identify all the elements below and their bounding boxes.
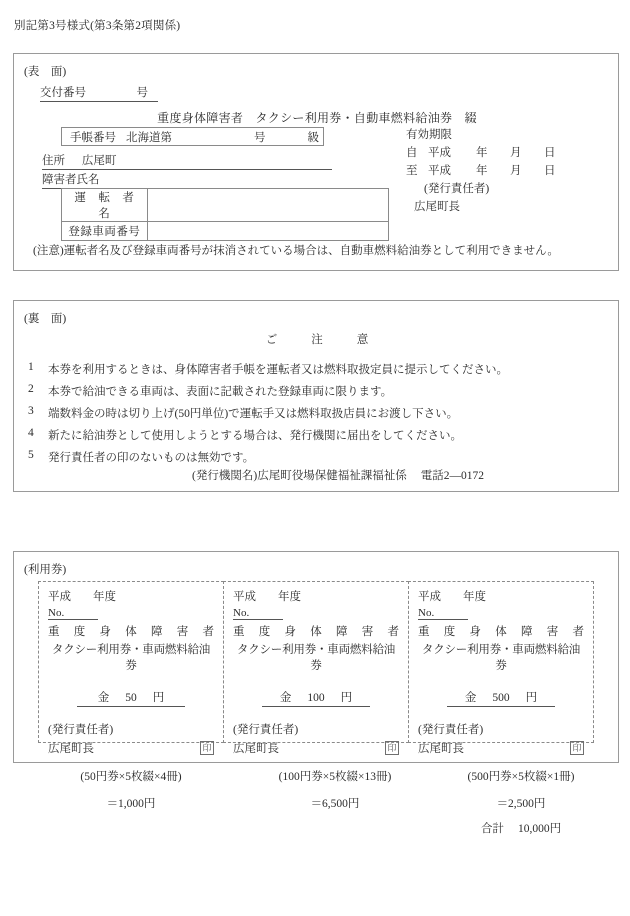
coupon-title-char-4: 体 [310,626,322,638]
list-item [28,449,608,465]
note-text: 発行責任者の印のないものは無効です。 [48,452,255,464]
coupon-era: 平成 [418,591,441,603]
person-name-label: 障害者氏名 [42,174,100,186]
validity-period-block [406,126,556,216]
coupon-amount-row [233,689,399,707]
seal-stamp-icon: 印 [385,741,399,755]
validity-to-era: 平成 [428,165,451,177]
coupon-subtitle: タクシー利用券・車両燃料給油券 [51,644,211,672]
note-text: 新たに給油券として使用しようとする場合は、発行機関に届出をしてください。 [48,430,462,442]
note-number: 3 [28,405,34,417]
validity-to-day-unit: 日 [544,165,556,177]
seal-stamp-icon: 印 [570,741,584,755]
coupon-amount-prefix: 金 [97,692,110,704]
back-notes-list [28,361,608,471]
notebook-number-label: 手帳番号 [70,131,116,144]
coupon-amount-suffix: 円 [152,692,165,704]
back-heading-char-1: ご [265,334,278,346]
coupon-issuer-label: (発行責任者) [48,724,114,736]
summary-formula: (500円券×5枚綴×1冊) [467,771,575,783]
issue-number-unit: 号 [136,87,148,99]
notebook-prefecture-label: 北海道第 [126,131,172,144]
validity-to-year-unit: 年 [476,165,488,177]
validity-to-row[interactable] [406,162,556,180]
coupon-issuer-name: 広尾町長 [48,743,94,755]
table-row [62,189,389,222]
list-item [28,361,608,377]
document-title: 別記第3号様式(第3条第2項関係) [14,20,181,32]
coupon-title-char-7: 者 [387,626,399,638]
list-item [28,383,608,399]
coupon-issuer-row [48,740,214,756]
back-face-label: (裏 面) [24,313,67,325]
coupon-title-char-2: 度 [73,626,86,638]
validity-from-era: 平成 [428,147,451,159]
coupon-nendo: 年度 [463,591,486,603]
coupon-amount-field [262,689,370,707]
person-name-field[interactable] [42,171,332,189]
coupon-row [38,581,596,755]
coupon-title-primary [233,623,399,639]
coupon-title-char-5: 障 [336,626,348,638]
summary-column-50yen [31,768,231,822]
validity-from-day-unit: 日 [544,147,556,159]
note-text: 端数料金の時は切り上げ(50円単位)で運転手又は燃料取扱店員にお渡し下さい。 [48,408,459,420]
coupon-subtitle: タクシー利用券・車両燃料給油券 [236,644,396,672]
note-number: 4 [28,427,34,439]
coupon-title-char-5: 障 [521,626,533,638]
coupon-amount-field [77,689,185,707]
summary-formula: (50円券×5枚綴×4冊) [80,771,182,783]
coupon-year-row [418,588,584,604]
back-heading [14,331,620,347]
coupon-title-char-6: 害 [361,626,374,638]
note-number: 2 [28,383,34,395]
coupon-year-row [233,588,399,604]
coupon-title-char-1: 重 [418,626,430,638]
validity-from-marker: 自 [406,147,418,159]
back-issuer-name: (発行機関名)広尾町役場保健福祉課福祉係 [192,470,407,482]
ticket-section-label: (利用券) [24,564,67,576]
coupon-amount-suffix: 円 [340,692,353,704]
note-number: 1 [28,361,34,373]
vehicle-number-input[interactable] [147,222,388,241]
coupon-nendo: 年度 [93,591,116,603]
coupon-era: 平成 [48,591,71,603]
front-caution-note: (注意)運転者名及び登録車両番号が抹消されている場合は、自動車燃料給油券として利用できません。 [33,245,559,257]
coupon-issuer-label: (発行責任者) [233,724,299,736]
coupon-issuer-label: (発行責任者) [418,724,484,736]
seal-stamp-icon: 印 [200,741,214,755]
coupon-amount-row [418,689,584,707]
driver-name-label: 運 転 者 名 [62,189,148,222]
coupon-no-field[interactable]: No. [48,607,98,620]
coupon-amount-value: 100 [307,692,325,704]
coupon-issuer-row [418,740,584,756]
address-value: 広尾町 [81,155,117,167]
coupon-year-row [48,588,214,604]
validity-from-year-unit: 年 [476,147,488,159]
grand-total-value: 10,000円 [517,823,562,835]
coupon-issuer-name: 広尾町長 [233,743,279,755]
validity-title: 有効期限 [406,129,452,141]
list-item [28,427,608,443]
back-face-section [13,300,619,492]
back-heading-char-3: 意 [356,334,369,346]
coupon-amount-row [48,689,214,707]
validity-to-month-unit: 月 [510,165,522,177]
coupon-title-char-5: 障 [151,626,163,638]
driver-name-input[interactable] [147,189,388,222]
coupon-title-char-3: 身 [469,626,481,638]
coupon-title-char-6: 害 [546,626,559,638]
list-item [28,405,608,421]
coupon-title-char-7: 者 [202,626,214,638]
summary-formula: (100円券×5枚綴×13冊) [278,771,392,783]
front-issuer-name: 広尾町長 [414,201,460,213]
table-row [62,222,389,241]
coupon-amount-prefix: 金 [279,692,292,704]
summary-total: ＝1,000円 [106,798,156,810]
front-face-section [13,53,619,271]
validity-from-month-unit: 月 [510,147,522,159]
coupon-era: 平成 [233,591,256,603]
note-number: 5 [28,449,34,461]
coupon-no-field[interactable]: No. [233,607,283,620]
notebook-number-box[interactable] [61,127,324,146]
coupon-title-char-2: 度 [443,626,456,638]
coupon-title-char-1: 重 [48,626,60,638]
coupon-title-char-1: 重 [233,626,245,638]
coupon-50yen[interactable] [38,581,224,755]
validity-from-row[interactable] [406,144,556,162]
back-issuer-line [14,467,620,483]
notebook-grade-unit: 級 [307,131,319,144]
coupon-title-primary [48,623,214,639]
summary-total: ＝6,500円 [310,798,360,810]
back-heading-char-2: 注 [311,334,323,346]
coupon-no-field[interactable]: No. [418,607,468,620]
issue-number-field[interactable] [40,84,158,102]
vehicle-number-label: 登録車両番号 [62,222,148,241]
issue-number-label: 交付番号 [40,87,86,99]
coupon-title-char-7: 者 [572,626,584,638]
note-text: 本券を利用するときは、身体障害者手帳を運転者又は燃料取扱定員に提示してください。 [48,364,508,376]
grand-total-row [421,820,621,836]
coupon-500yen[interactable] [408,581,594,755]
back-issuer-tel: 電話2—0172 [420,470,484,482]
coupon-amount-field [447,689,555,707]
coupon-amount-prefix: 金 [464,692,477,704]
coupon-amount-value: 50 [125,692,137,704]
front-heading: 重度身体障害者 タクシー利用券・自動車燃料給油券 綴 [157,111,477,125]
coupon-amount-value: 500 [492,692,510,704]
coupon-100yen[interactable] [223,581,409,755]
coupon-title-char-6: 害 [176,626,189,638]
coupon-title-char-4: 体 [125,626,137,638]
coupon-issuer-row [233,740,399,756]
front-issuer-label: (発行責任者) [424,183,490,195]
front-face-label: (表 面) [24,66,67,78]
coupon-amount-suffix: 円 [525,692,538,704]
summary-total: ＝2,500円 [496,798,546,810]
coupon-title-char-4: 体 [495,626,507,638]
coupon-nendo: 年度 [278,591,301,603]
address-label: 住所 [42,155,65,167]
coupon-title-char-3: 身 [284,626,296,638]
coupon-title-primary [418,623,584,639]
coupon-title-char-3: 身 [99,626,111,638]
address-field[interactable] [42,152,332,170]
driver-info-table [61,188,389,241]
coupon-title-char-2: 度 [258,626,271,638]
ticket-section [13,551,619,763]
grand-total-label: 合計 [480,823,504,835]
coupon-issuer-name: 広尾町長 [418,743,464,755]
note-text: 本券で給油できる車両は、表面に記載された登録車両に限ります。 [48,386,393,398]
summary-column-100yen [235,768,435,822]
notebook-number-unit: 号 [254,131,266,144]
coupon-subtitle: タクシー利用券・車両燃料給油券 [421,644,581,672]
summary-column-500yen [421,768,621,822]
validity-to-marker: 至 [406,165,418,177]
